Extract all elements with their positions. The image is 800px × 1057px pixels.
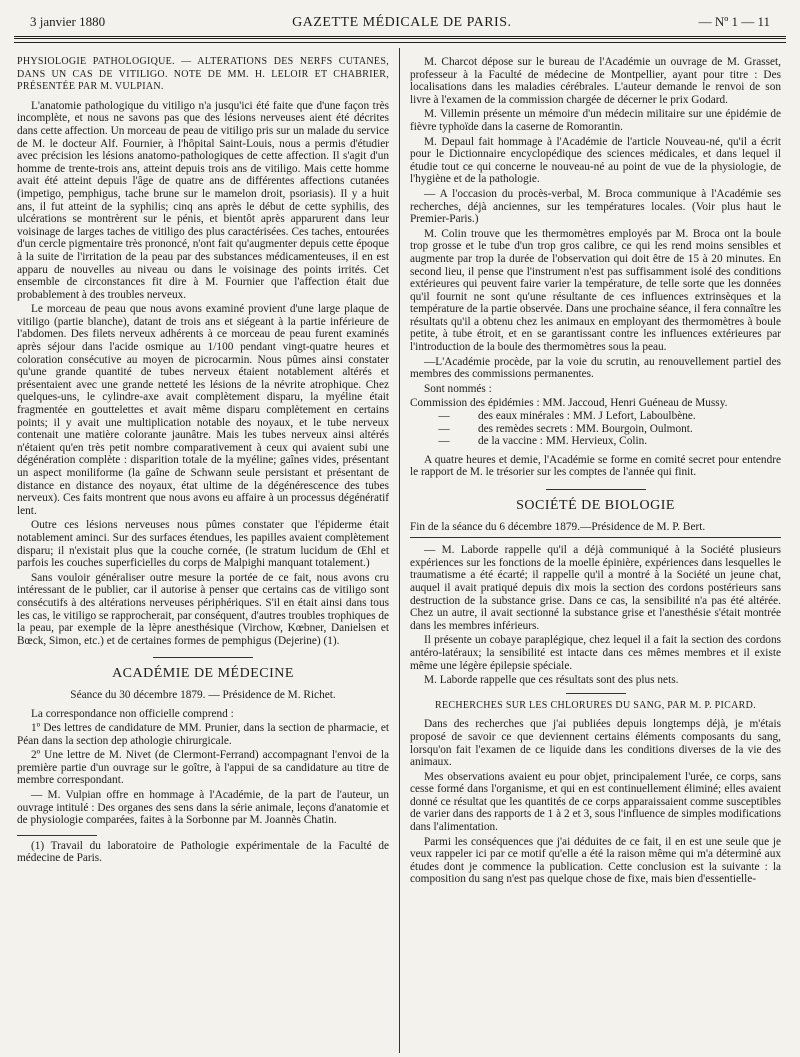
seance-rule	[410, 537, 781, 538]
biologie-paragraph: — M. Laborde rappelle qu'il a déjà communiqué à la Société plusieurs expériences sur les fonctions de la moelle épinière, expériences dans lesquelles le traumatisme a été écarté; il rappelle qu'il a montré à la Société un jeune chat, auquel il avait pratiqué depuis dix mois la section des cordons postérieurs sans destruction de la substance grise. Dans ce cas, la sensibilité n'a pas été altérée. Chez un autre, il avait sectionné la substance grise et l'anesthésie s'était montrée dans les membres inférieurs.	[410, 544, 781, 632]
section-rule	[153, 657, 253, 658]
commission-row	[410, 423, 781, 436]
left-paragraph: Outre ces lésions nerveuses nous pûmes constater que l'épiderme était notablement aminci. Sur des surfaces étendues, les papilles avaient complètement disparu; il n'existait plus que la couche cornée, (le stratum lucidum de Œhl et parfois les couches superficielles du corps de Malpighi manquant totalement.)	[17, 519, 389, 570]
picard-title: RECHERCHES SUR LES CHLORURES DU SANG, PAR M. P. PICARD.	[435, 699, 756, 711]
left-paragraph: L'anatomie pathologique du vitiligo n'a jusqu'ici été faite que d'une façon très incomplète, et nous ne savons pas que des lésions nerveuses aient été décrites dans cette affection. Un morceau de peau de vitiligo pris sur un malade du service de M. le docteur Alf. Fournier, à l'hôpital Saint-Louis, nous a permis d'étudier avec précision les lésions anatomo-pathologiques de cette affection. Il s'agit d'un homme de trente-trois ans, atteint depuis trois ans de vitiligo. Mais cette homme avait été atteint depuis l'âge de quatre ans de différentes affections cutanées (impetigo, pemphigus, tache brune sur le mamelon droit, psoriasis). Il y a huit ans, il fut atteint de la syphilis; cinq ans après le début de cette syphilis, des ulcérations se montrèrent sur le pénis, et bientôt après apparurent dans leur voisinage de larges taches de vitiligo des plus caractérisées. Ces taches, entourées d'un cercle pigmentaire très prononcé, n'ont fait qu'augmenter depuis cette époque à la suite de l'irritation de la peau par des substances médicamenteuses, il en est apparu de nouvelles au niveau ou dans le voisinage des points irrités. Cet ensemble de circonstances fit dire à M. Fournier que l'affection était due probablement à des troubles nerveux.	[17, 99, 389, 301]
biologie-paragraph: Il présente un cobaye paraplégique, chez lequel il a fait la section des cordons antéro-latéraux; la sensibilité est intacte dans ces mêmes membres et il existe même une légère épilepsie spéciale.	[410, 634, 781, 672]
commission-text: de la vaccine : MM. Hervieux, Colin.	[478, 435, 648, 448]
closing-paragraph: A quatre heures et demie, l'Académie se forme en comité secret pour entendre le rapport de M. le trésorier sur les comptes de l'année qui finit.	[410, 453, 781, 479]
commission-text: MM. Jaccoud, Henri Guéneau de Mussy.	[542, 397, 728, 410]
biologie-seance: Fin de la séance du 6 décembre 1879.—Présidence de M. P. Bert.	[410, 520, 706, 533]
commission-row	[410, 435, 781, 448]
commission-lead: Commission des épidémies :	[410, 397, 540, 410]
picard-paragraph: Dans des recherches que j'ai publiées depuis longtemps déjà, je m'étais proposé de savoir ce que deviennent certains éléments composants du sang, lorsqu'on fait l'examen de ce liquide dans les conditions diverses de la vie des animaux.	[410, 718, 781, 769]
header-title: GAZETTE MÉDICALE DE PARIS.	[292, 15, 512, 30]
footnote-rule	[17, 835, 97, 836]
commission-lead: —	[438, 410, 450, 423]
commission-text: des eaux minérales : MM. J Lefort, Laboulbène.	[478, 410, 696, 423]
left-paragraph: Le morceau de peau que nous avons examiné provient d'une large plaque de vitiligo (partie blanche), datant de trois ans et siégeant à la partie inférieure de l'abdomen. Des filets nerveux adhérents à ce morceau de peau furent examinés après séjour dans l'acide osmique au 1/100 pendant vingt-quatre heures et coloration consécutive au moyen de picrocarmin. Nous pûmes ainsi constater qu'une grande quantité de tubes nerveux étaient notablement altérés et présentaient avec une grande netteté les lésions de la névrite atrophique. Chez quelques-uns, le cylindre-axe avait complètement disparu, la myéline était fragmentée en gouttelettes et avait même disparu complètement en certains points; il y avait une multiplication notable des noyaux, et le tube nerveux contenait une matière colorante jaunâtre. Mais les tubes nerveux ainsi altérés n'étaient qu'en très petit nombre comparativement à ceux qui avaient subi une dégénération complète : disparition totale de la myéline; gaînes vides, présentant un aspect moniliforme (la gaîne de Schwann seule persistant et présentant de distance en distance des noyaux, état ultime de la dégénérescence des tubes nerveux). Ces faits montrent que nous avons eu affaire à un processus dégénératif lent.	[17, 303, 389, 517]
picard-paragraph: Mes observations avaient eu pour objet, principalement l'urée, ce corps, sans cesse formé dans l'organisme, et qui en est continuellement éliminé; elles avaient donné ce résultat que les quantités de ce corps apparaissaient comme susceptibles de varier dans des rapports de 1 à 2 et 3, sous l'influence de simples modifications dans l'alimentation.	[410, 770, 781, 834]
header-date: 3 janvier 1880	[30, 14, 106, 29]
footnote: (1) Travail du laboratoire de Pathologie expérimentale de la Faculté de médecine de Paris.	[17, 839, 389, 865]
biologie-paragraph: M. Laborde rappelle que ces résultats sont des plus nets.	[424, 674, 679, 687]
right-paragraph: Sont nommés :	[424, 382, 492, 395]
commission-lead: —	[438, 422, 450, 435]
article-title: PHYSIOLOGIE PATHOLOGIQUE. — ALTÉRATIONS DES NERFS CUTANÉS, DANS UN CAS DE VITILIGO. NOTE DE MM. H. LELOIR ET CHABRIER, PRÉSENTÉE PAR M. VULPIAN.	[17, 56, 389, 93]
picard-paragraph: Parmi les conséquences que j'ai déduites de ce fait, il en est une seule que je veux rappeler ici par ce motif qu'elle a été la raison même qui m'a déterminé aux études dont je commence la publication. Cette conclusion est la suivante : la composition du sang n'est pas quelque chose de fixe, mais bien d'essentielle-	[410, 835, 781, 886]
right-paragraph: — A l'occasion du procès-verbal, M. Broca communique à l'Académie ses recherches, déjà anciennes, sur les températures locales. (Voir plus haut le Premier-Paris.)	[410, 187, 781, 226]
right-paragraph: M. Villemin présente un mémoire d'un médecin militaire sur une épidémie de fièvre typhoïde dans la caserne de Romorantin.	[410, 108, 781, 133]
academie-seance: Séance du 30 décembre 1879. — Présidence de M. Richet.	[70, 688, 336, 701]
academie-item: 1º Des lettres de candidature de MM. Prunier, dans la section de pharmacie, et Péan dans la section dep athologie chirurgicale.	[17, 722, 389, 747]
header-issue: — Nº 1 — 11	[698, 14, 770, 29]
header-rule	[14, 36, 786, 43]
page-header	[30, 14, 770, 36]
section-rule	[546, 489, 646, 490]
left-paragraph: Sans vouloir généraliser outre mesure la portée de ce fait, nous avons cru intéressant de le publier, car il autorise à penser que certains cas de vitiligo sont consécutifs à des altérations nerveuses périphériques. S'il en était ainsi dans tous les cas, le vitiligo se rapprocherait, par conséquent, d'autres troubles trophiques de la peau, par exemple de la lèpre anesthésique (Virchow, Kœbner, Danielsen et Bœck, Simon, etc.) et de certaines formes de pemphigus (Dejerine) (1).	[17, 571, 389, 647]
academie-heading: ACADÉMIE DE MÉDECINE	[112, 666, 294, 682]
academie-item: — M. Vulpian offre en hommage à l'Académie, de la part de l'auteur, un ouvrage intitulé : Des organes des sens dans la série animale, leçons d'anatomie et de physiologie comparées, faites à la Sorbonne par M. Joannès Chatin.	[17, 789, 389, 827]
commission-row	[410, 397, 781, 410]
column-divider	[399, 48, 400, 1053]
commission-text: des remèdes secrets : MM. Bourgoin, Oulmont.	[478, 422, 693, 435]
right-paragraph: M. Colin trouve que les thermomètres employés par M. Broca ont la boule trop grosse et le tube d'un trop gros calibre, ce qui les rend moins sensibles et augmente par trop la durée de l'observation qui doit être de 15 à 20 minutes. En second lieu, il pense que l'instrument n'est pas suffisamment isolé des conditions extérieures qui peuvent faire varier la température, de telle sorte que les données qu'il fournit ne sont qu'une résultante de ces influences extrinsèques et la température de la partie observée. Dans une prochaine séance, il fera connaître les résultats qu'il a obtenu chez les animaux en employant des thermomètres à boule petite, à tube étroit, et en se garantissant contre les influences extérieures par l'introduction de la boule des thermomètres sous la peau.	[410, 227, 781, 354]
right-paragraph: M. Charcot dépose sur le bureau de l'Académie un ouvrage de M. Grasset, professeur à la Faculté de médecine de Montpellier, ayant pour titre : Des localisations dans les maladies cérébrales. L'auteur demande le renvoi de son livre à l'examen de la commission chargée de décerner le prix Godard.	[410, 56, 781, 106]
right-column	[410, 56, 781, 1049]
right-paragraph: M. Depaul fait hommage à l'Académie de l'article Nouveau-né, qu'il a écrit pour le Dictionnaire encyclopédique des sciences médicales, et dans lequel il étudie tout ce qui concerne le nouveau-né au point de vue de la physiologie, de l'hygiène et de la pathologie.	[410, 135, 781, 186]
commission-row	[410, 410, 781, 423]
right-paragraph: —L'Académie procède, par la voie du scrutin, au renouvellement partiel des membres des commissions permanentes.	[410, 355, 781, 381]
correspondance-intro: La correspondance non officielle comprend :	[31, 707, 234, 720]
biologie-heading: SOCIÉTÉ DE BIOLOGIE	[516, 498, 675, 513]
commission-lead: —	[438, 435, 450, 448]
section-rule	[566, 693, 626, 694]
academie-item: 2º Une lettre de M. Nivet (de Clermont-Ferrand) accompagnant l'envoi de la première partie d'un ouvrage sur le goître, à l'appui de sa candidature au titre de membre correspondant.	[17, 749, 389, 787]
left-column	[17, 56, 389, 1049]
